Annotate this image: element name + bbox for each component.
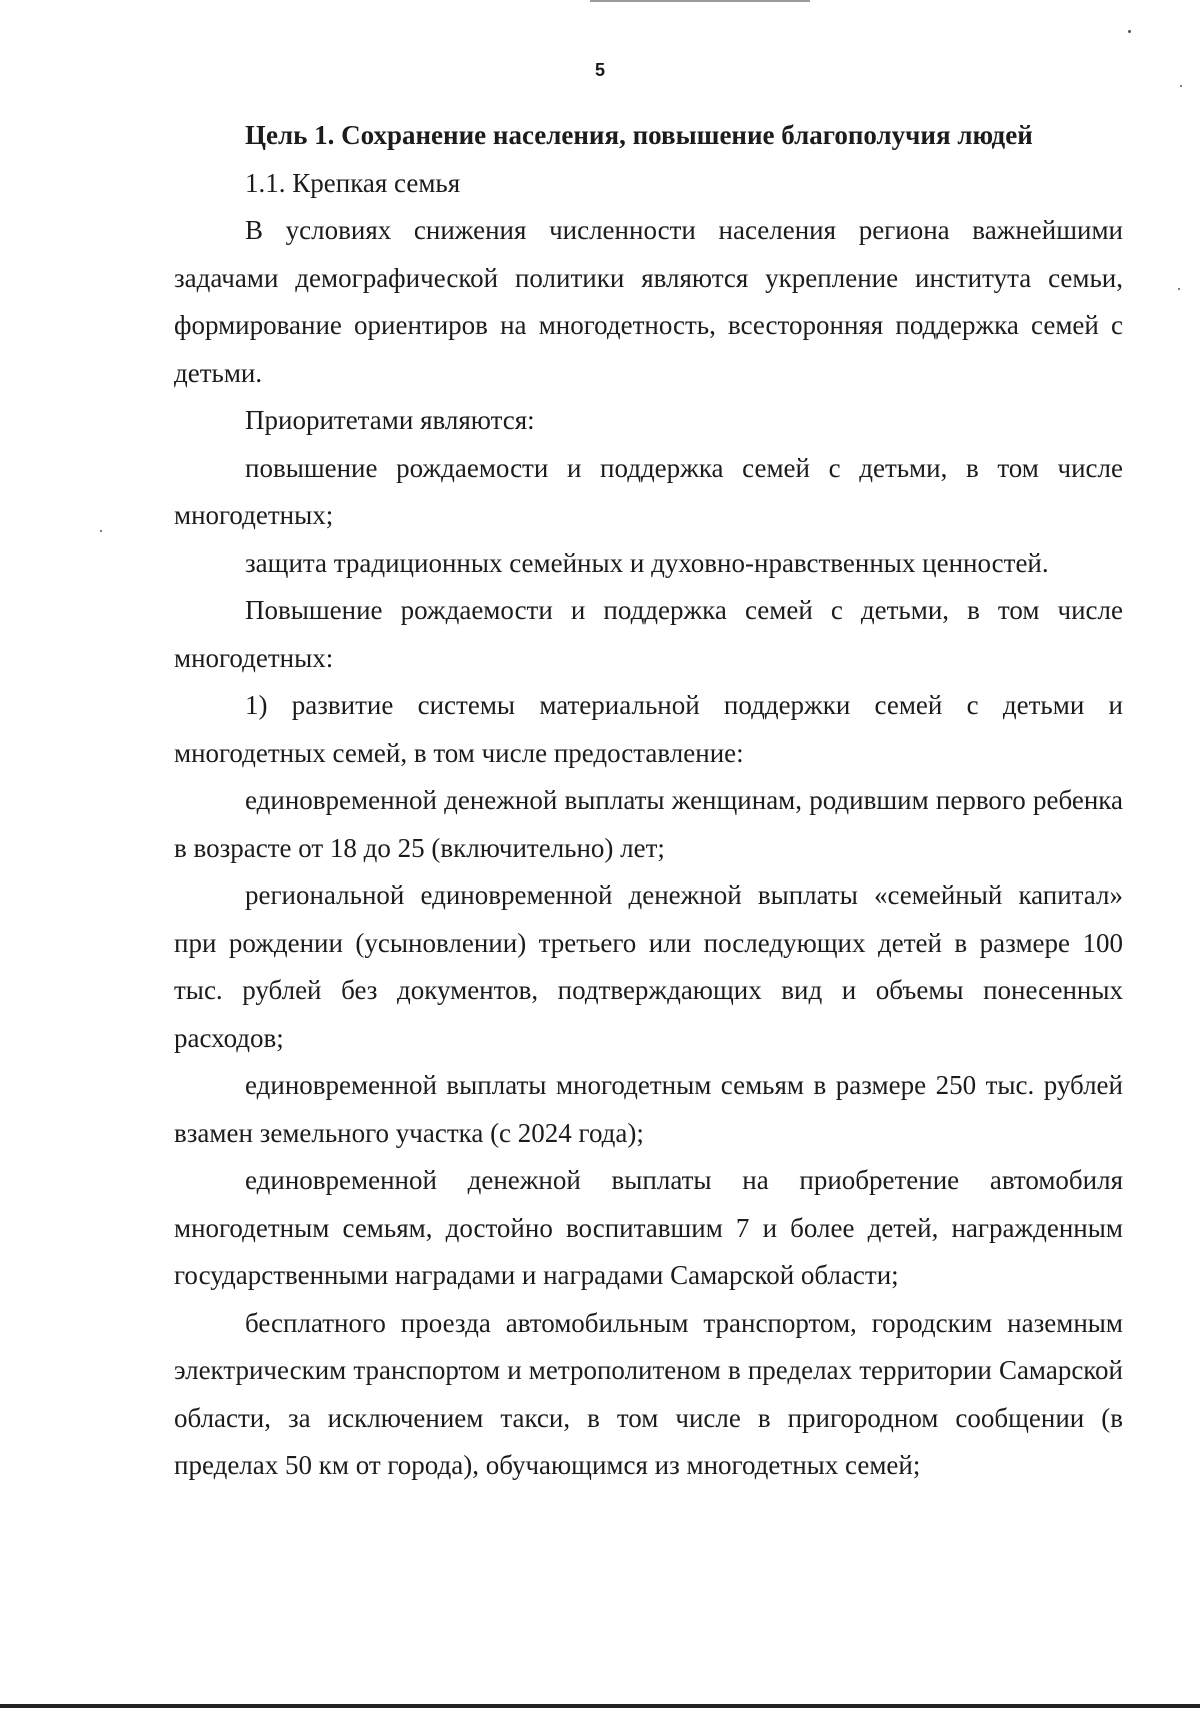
document-body <box>174 112 1123 1490</box>
scan-speck <box>1180 85 1182 87</box>
paragraph: бесплатного проезда автомобильным транспортом, городским наземным электрическим транспортом и метрополитеном в пределах территории Самарской области, за исключением такси, в том числе в пригородном сообщении (в пределах 50 км от города), обучающимся из многодетных семей; <box>174 1307 1123 1480</box>
paragraph: единовременной денежной выплаты на приобретение автомобиля многодетным семьям, достойно воспитавшим 7 и более детей, награжденным государственными наградами и наградами Самарской области; <box>174 1165 1123 1290</box>
paragraph: 1) развитие системы материальной поддержки семей с детьми и многодетных семей, в том числе предоставление: <box>174 690 1123 768</box>
paragraph: В условиях снижения численности населения региона важнейшими задачами демографической политики являются укрепление института семьи, формирование ориентиров на многодетность, всесторонняя поддержка семей с детьми. <box>174 215 1123 388</box>
paragraph: региональной единовременной денежной выплаты «семейный капитал» при рождении (усыновлении) третьего или последующих детей в размере 100 тыс. рублей без документов, подтверждающих вид и объемы понесенных расходов; <box>174 880 1123 1053</box>
paragraph: Приоритетами являются: <box>245 405 535 435</box>
scan-edge-top <box>590 0 810 2</box>
paragraph: защита традиционных семейных и духовно-нравственных ценностей. <box>245 547 1049 578</box>
scan-edge-bottom <box>0 1704 1200 1708</box>
paragraph: единовременной денежной выплаты женщинам, родившим первого ребенка в возрасте от 18 до 25 (включительно) лет; <box>174 785 1123 863</box>
subsection-heading: 1.1. Крепкая семья <box>245 167 461 198</box>
scan-speck <box>1128 30 1131 33</box>
paragraph: Повышение рождаемости и поддержка семей с детьми, в том числе многодетных: <box>174 595 1123 673</box>
scan-speck <box>1178 288 1180 290</box>
paragraph: повышение рождаемости и поддержка семей с детьми, в том числе многодетных; <box>174 452 1123 530</box>
section-heading: Цель 1. Сохранение населения, повышение благополучия людей <box>245 120 1033 150</box>
paragraph: единовременной выплаты многодетным семьям в размере 250 тыс. рублей взамен земельного участка (с 2024 года); <box>174 1070 1123 1148</box>
page-number: 5 <box>594 60 605 80</box>
scan-speck <box>100 530 102 532</box>
